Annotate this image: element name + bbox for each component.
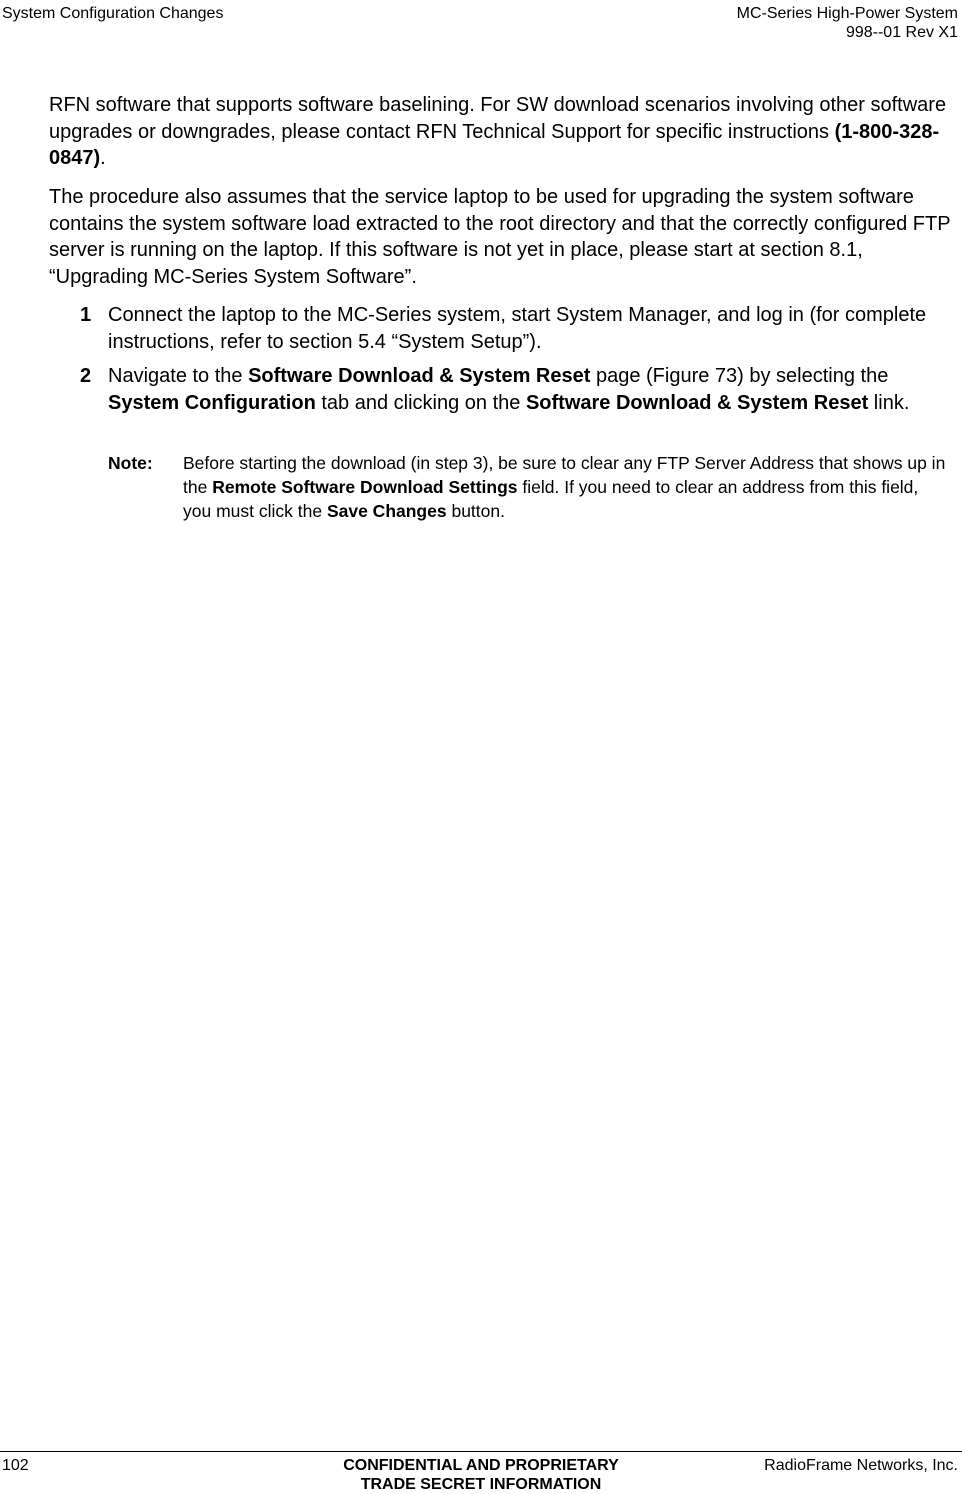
step-number: 1: [80, 304, 92, 326]
running-header-title: System Configuration Changes: [2, 5, 224, 22]
support-phone-number: (1-800-328-0847): [49, 120, 940, 169]
step-text: [108, 363, 960, 416]
link-name-emphasis: Software Download & System Reset: [525, 391, 869, 414]
note-label: Note:: [108, 453, 153, 473]
step-text-part: tab and clicking on the: [315, 391, 526, 414]
note-text-part: field. If you need to clear an address from this field, you must click the: [183, 477, 919, 521]
step-text-part: Navigate to the: [108, 365, 249, 387]
footer-divider: [0, 1451, 962, 1452]
step-text-part: page (Figure 73) by selecting the: [590, 365, 889, 387]
tab-name-emphasis: System Configuration: [108, 391, 316, 414]
page-number: 102: [2, 1457, 29, 1474]
note-text-part: Before starting the download (in step 3), be sure to clear any FTP Server Address that shows up in the: [183, 453, 946, 497]
field-name-emphasis: Remote Software Download Settings: [212, 477, 518, 497]
step-number: 2: [80, 365, 92, 387]
note-text-part: button.: [446, 501, 505, 521]
header-revision: 998--01 Rev X1: [845, 24, 958, 41]
note-block: [108, 451, 948, 523]
running-header-document-id: [737, 4, 958, 42]
confidentiality-line-1: CONFIDENTIAL AND PROPRIETARY: [343, 1457, 619, 1474]
step-text: Connect the laptop to the MC-Series system, start System Manager, and log in (for complete instructions, refer to section 5.4 “System Setup”).: [108, 304, 927, 353]
step-text-part: link.: [868, 391, 910, 414]
intro-paragraph-text: RFN software that supports software baselining. For SW download scenarios involving other software upgrades or downgrades, please contact RFN Technical Support for specific instructions: [49, 94, 947, 143]
button-name-emphasis: Save Changes: [326, 501, 447, 521]
procedure-assumption-paragraph: The procedure also assumes that the service laptop to be used for upgrading the system software contains the system software load extracted to the root directory and that the correctly configured FTP server is running on the laptop. If this software is not yet in place, please start at section 8.1, “Upgrading MC-Series System Software”.: [49, 186, 951, 288]
step-2: [80, 363, 960, 416]
intro-paragraph: [49, 92, 959, 172]
page-name-emphasis: Software Download & System Reset: [248, 365, 591, 387]
note-text: [183, 451, 948, 523]
step-1: [80, 302, 960, 355]
confidentiality-line-2: TRADE SECRET INFORMATION: [360, 1476, 602, 1493]
company-name: RadioFrame Networks, Inc.: [764, 1457, 958, 1474]
header-product-name: MC-Series High-Power System: [736, 5, 958, 22]
intro-paragraph-end: .: [100, 147, 106, 169]
